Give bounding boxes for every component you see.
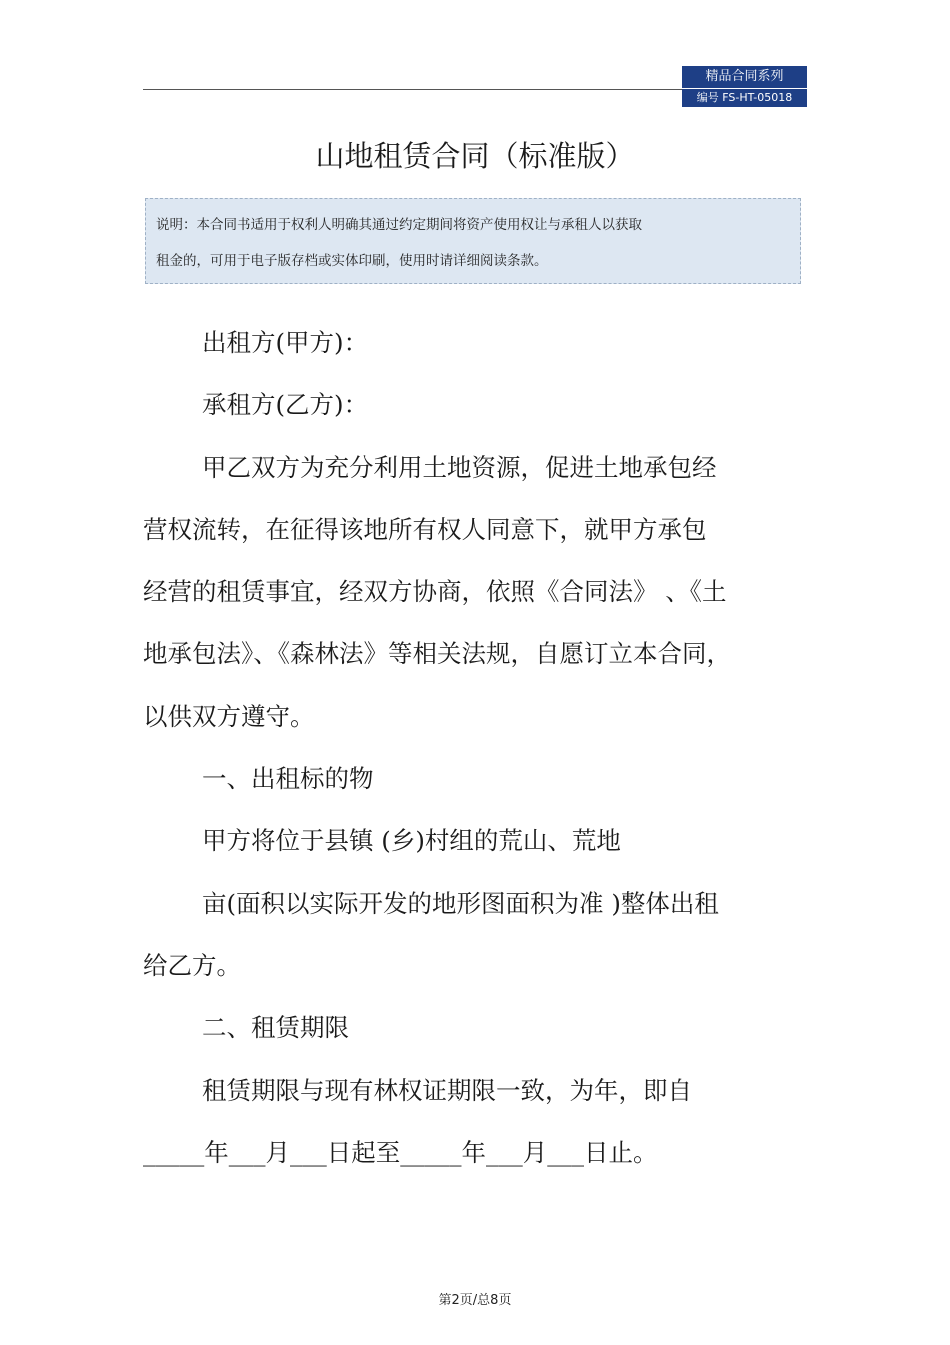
preamble-line-5: 以供双方遵守。 [143,701,315,731]
page-number: 第2页/总8页 [438,1293,512,1308]
lessor-line: 出租方(甲方)： [202,328,369,357]
preamble-line-1: 甲乙双方为充分利用土地资源，促进土地承包经 [202,452,717,482]
series-label: 精品合同系列 [682,66,807,88]
section-1-line-1: 甲方将位于县镇 (乡)村组的荒山、荒地 [202,826,621,856]
section-2-line-1: 租赁期限与现有林权证期限一致，为年，即自 [202,1075,692,1105]
document-code: 编号 FS-HT-05018 [682,89,807,107]
lessee-line: 承租方(乙方)： [202,390,369,420]
description-line-2: 租金的，可用于电子版存档或实体印刷，使用时请详细阅读条款。 [156,253,548,269]
document-title: 山地租赁合同（标准版） [315,139,635,173]
series-badge [682,66,807,107]
description-box [145,198,801,284]
contract-body [143,312,807,1184]
preamble-line-4: 地承包法》、《森林法》等相关法规，自愿订立本合同， [143,639,731,669]
preamble-line-3: 经营的租赁事宜，经双方协商，依照《合同法》 、《土 [143,577,727,607]
section-heading-1: 一、出租标的物 [202,764,374,794]
preamble-line-2: 营权流转，在征得该地所有权人同意下，就甲方承包 [143,514,707,544]
section-heading-2: 二、租赁期限 [202,1013,349,1043]
section-2-line-2: _____年___月___日起至_____年___月___日止。 [143,1137,658,1167]
section-1-line-3: 给乙方。 [143,950,241,980]
description-line-1: 说明：本合同书适用于权利人明确其通过约定期间将资产使用权让与承租人以获取 [156,217,642,233]
section-1-line-2: 亩(面积以实际开发的地形图面积为准 )整体出租 [202,888,719,918]
